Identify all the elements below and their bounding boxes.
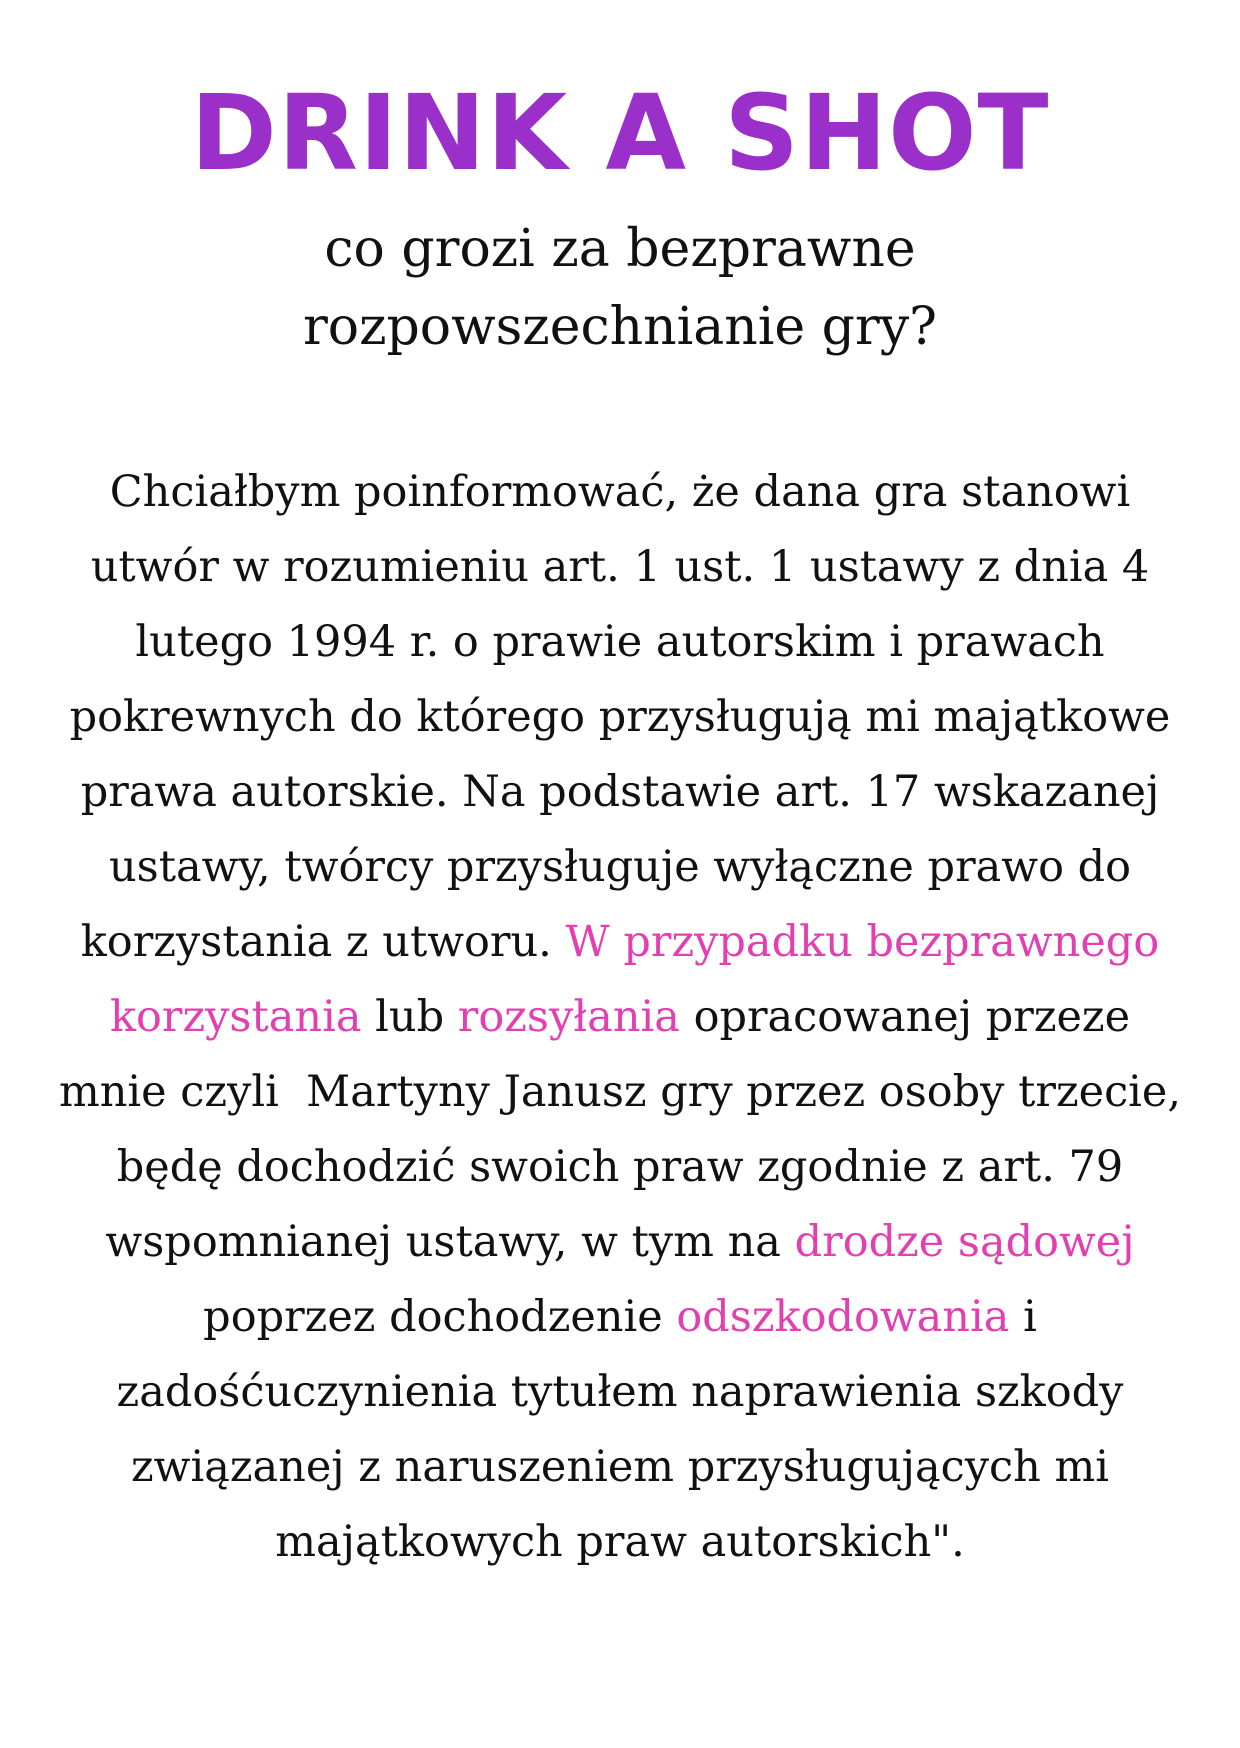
paragraph-text: lub xyxy=(361,992,458,1042)
page-title: DRINK A SHOT xyxy=(190,72,1050,194)
paragraph-line: zadośćuczynienia tytułem naprawienia szkody xyxy=(116,1367,1124,1417)
subtitle-line: co grozi za bezprawne xyxy=(324,219,916,279)
highlighted-phrase: odszkodowania xyxy=(676,1292,1010,1342)
paragraph-line: prawa autorskie. Na podstawie art. 17 wskazanej xyxy=(80,767,1160,817)
paragraph-text: wspomnianej ustawy, w tym na xyxy=(105,1217,795,1267)
paragraph-text: i xyxy=(1009,1292,1037,1342)
subtitle-line: rozpowszechnianie gry? xyxy=(302,297,938,357)
legal-notice-paragraph xyxy=(0,455,1240,1580)
paragraph-line xyxy=(0,980,1240,1055)
paragraph-line: związanej z naruszeniem przysługujących mi xyxy=(131,1442,1109,1492)
paragraph-line: będę dochodzić swoich praw zgodnie z art. 79 xyxy=(116,1142,1124,1192)
subtitle xyxy=(0,210,1240,366)
paragraph-line: utwór w rozumieniu art. 1 ust. 1 ustawy z dnia 4 xyxy=(90,542,1150,592)
highlighted-phrase: drodze sądowej xyxy=(794,1217,1135,1267)
paragraph-text: poprzez dochodzenie xyxy=(203,1292,677,1342)
highlighted-phrase: W przypadku bezprawnego xyxy=(565,917,1160,967)
paragraph-text: korzystania z utworu. xyxy=(80,917,566,967)
paragraph-line: lutego 1994 r. o prawie autorskim i prawach xyxy=(135,617,1105,667)
paragraph-line: ustawy, twórcy przysługuje wyłączne prawo do xyxy=(108,842,1132,892)
paragraph-line xyxy=(0,905,1240,980)
paragraph-line xyxy=(0,1205,1240,1280)
paragraph-line: majątkowych praw autorskich". xyxy=(275,1517,965,1567)
highlighted-phrase: korzystania xyxy=(109,992,362,1042)
paragraph-text: opracowanej przeze xyxy=(679,992,1131,1042)
paragraph-line: Chciałbym poinformować, że dana gra stanowi xyxy=(109,467,1131,517)
highlighted-phrase: rozsyłania xyxy=(457,992,680,1042)
paragraph-line: pokrewnych do którego przysługują mi majątkowe xyxy=(69,692,1171,742)
paragraph-line xyxy=(0,1280,1240,1355)
paragraph-line: mnie czyli Martyny Janusz gry przez osoby trzecie, xyxy=(58,1067,1182,1117)
